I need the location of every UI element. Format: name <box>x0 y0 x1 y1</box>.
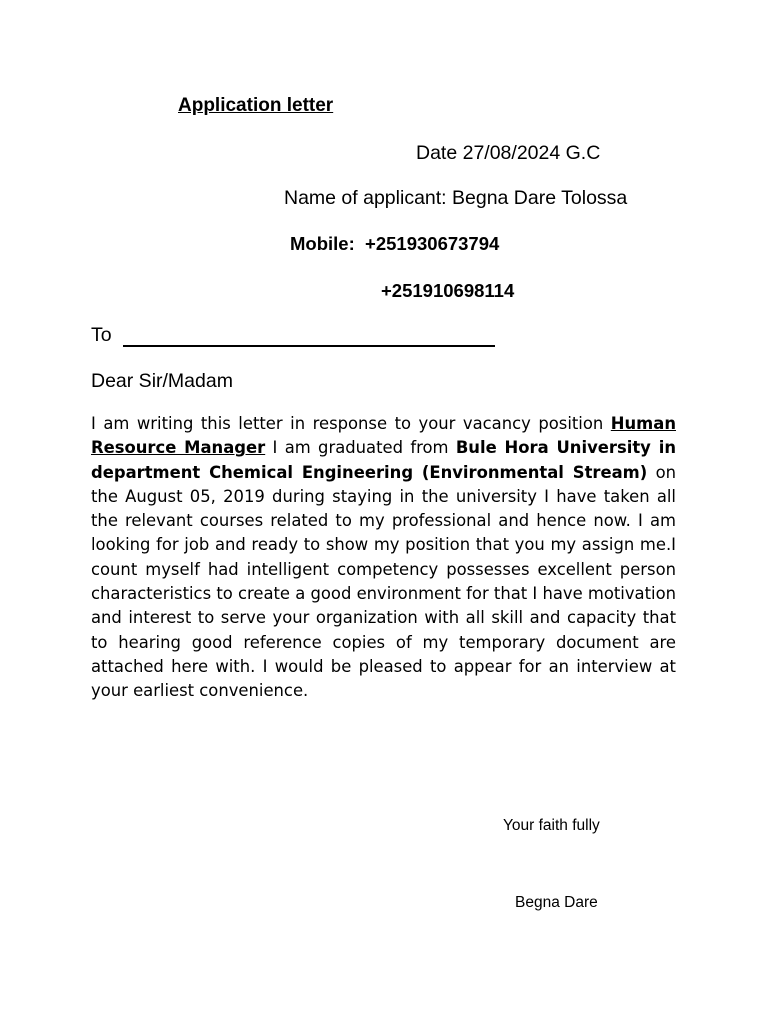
mobile-label: Mobile: <box>290 233 355 254</box>
mobile-number-1: +251930673794 <box>365 233 500 254</box>
university-name: Bule Hora University in department Chemical Engineering (Environmental Stream) <box>91 438 676 482</box>
recipient-blank-line <box>123 345 495 347</box>
applicant-name: Name of applicant: Begna Dare Tolossa <box>284 187 628 209</box>
position-name: Human Resource Manager <box>91 414 676 458</box>
body-text-3: on the August 05, 2019 during staying in the university I have taken all the relevant courses related to my professional and hence now. I am looking for job and ready to show my position that you my assign me.I count myself had intelligent competency possesses excellent person characteristics to create a good environment for that I have motivation and interest to serve your organization with all skill and capacity that to hearing good reference copies of my temporary document are attached here with. I would be pleased to appear for an interview at your earliest convenience. <box>91 462 676 701</box>
letter-body <box>91 412 676 704</box>
letter-title: Application letter <box>178 95 334 116</box>
body-text-1: I am writing this letter in response to your vacancy position <box>91 414 611 433</box>
signature-name: Begna Dare <box>515 894 598 911</box>
body-text-2: I am graduated from <box>265 438 456 458</box>
recipient-label: To <box>91 324 112 346</box>
salutation: Dear Sir/Madam <box>91 370 233 392</box>
closing: Your faith fully <box>503 817 600 834</box>
mobile-line <box>290 233 499 255</box>
mobile-number-2: +251910698114 <box>381 280 515 301</box>
letter-date: Date 27/08/2024 G.C <box>416 142 601 164</box>
